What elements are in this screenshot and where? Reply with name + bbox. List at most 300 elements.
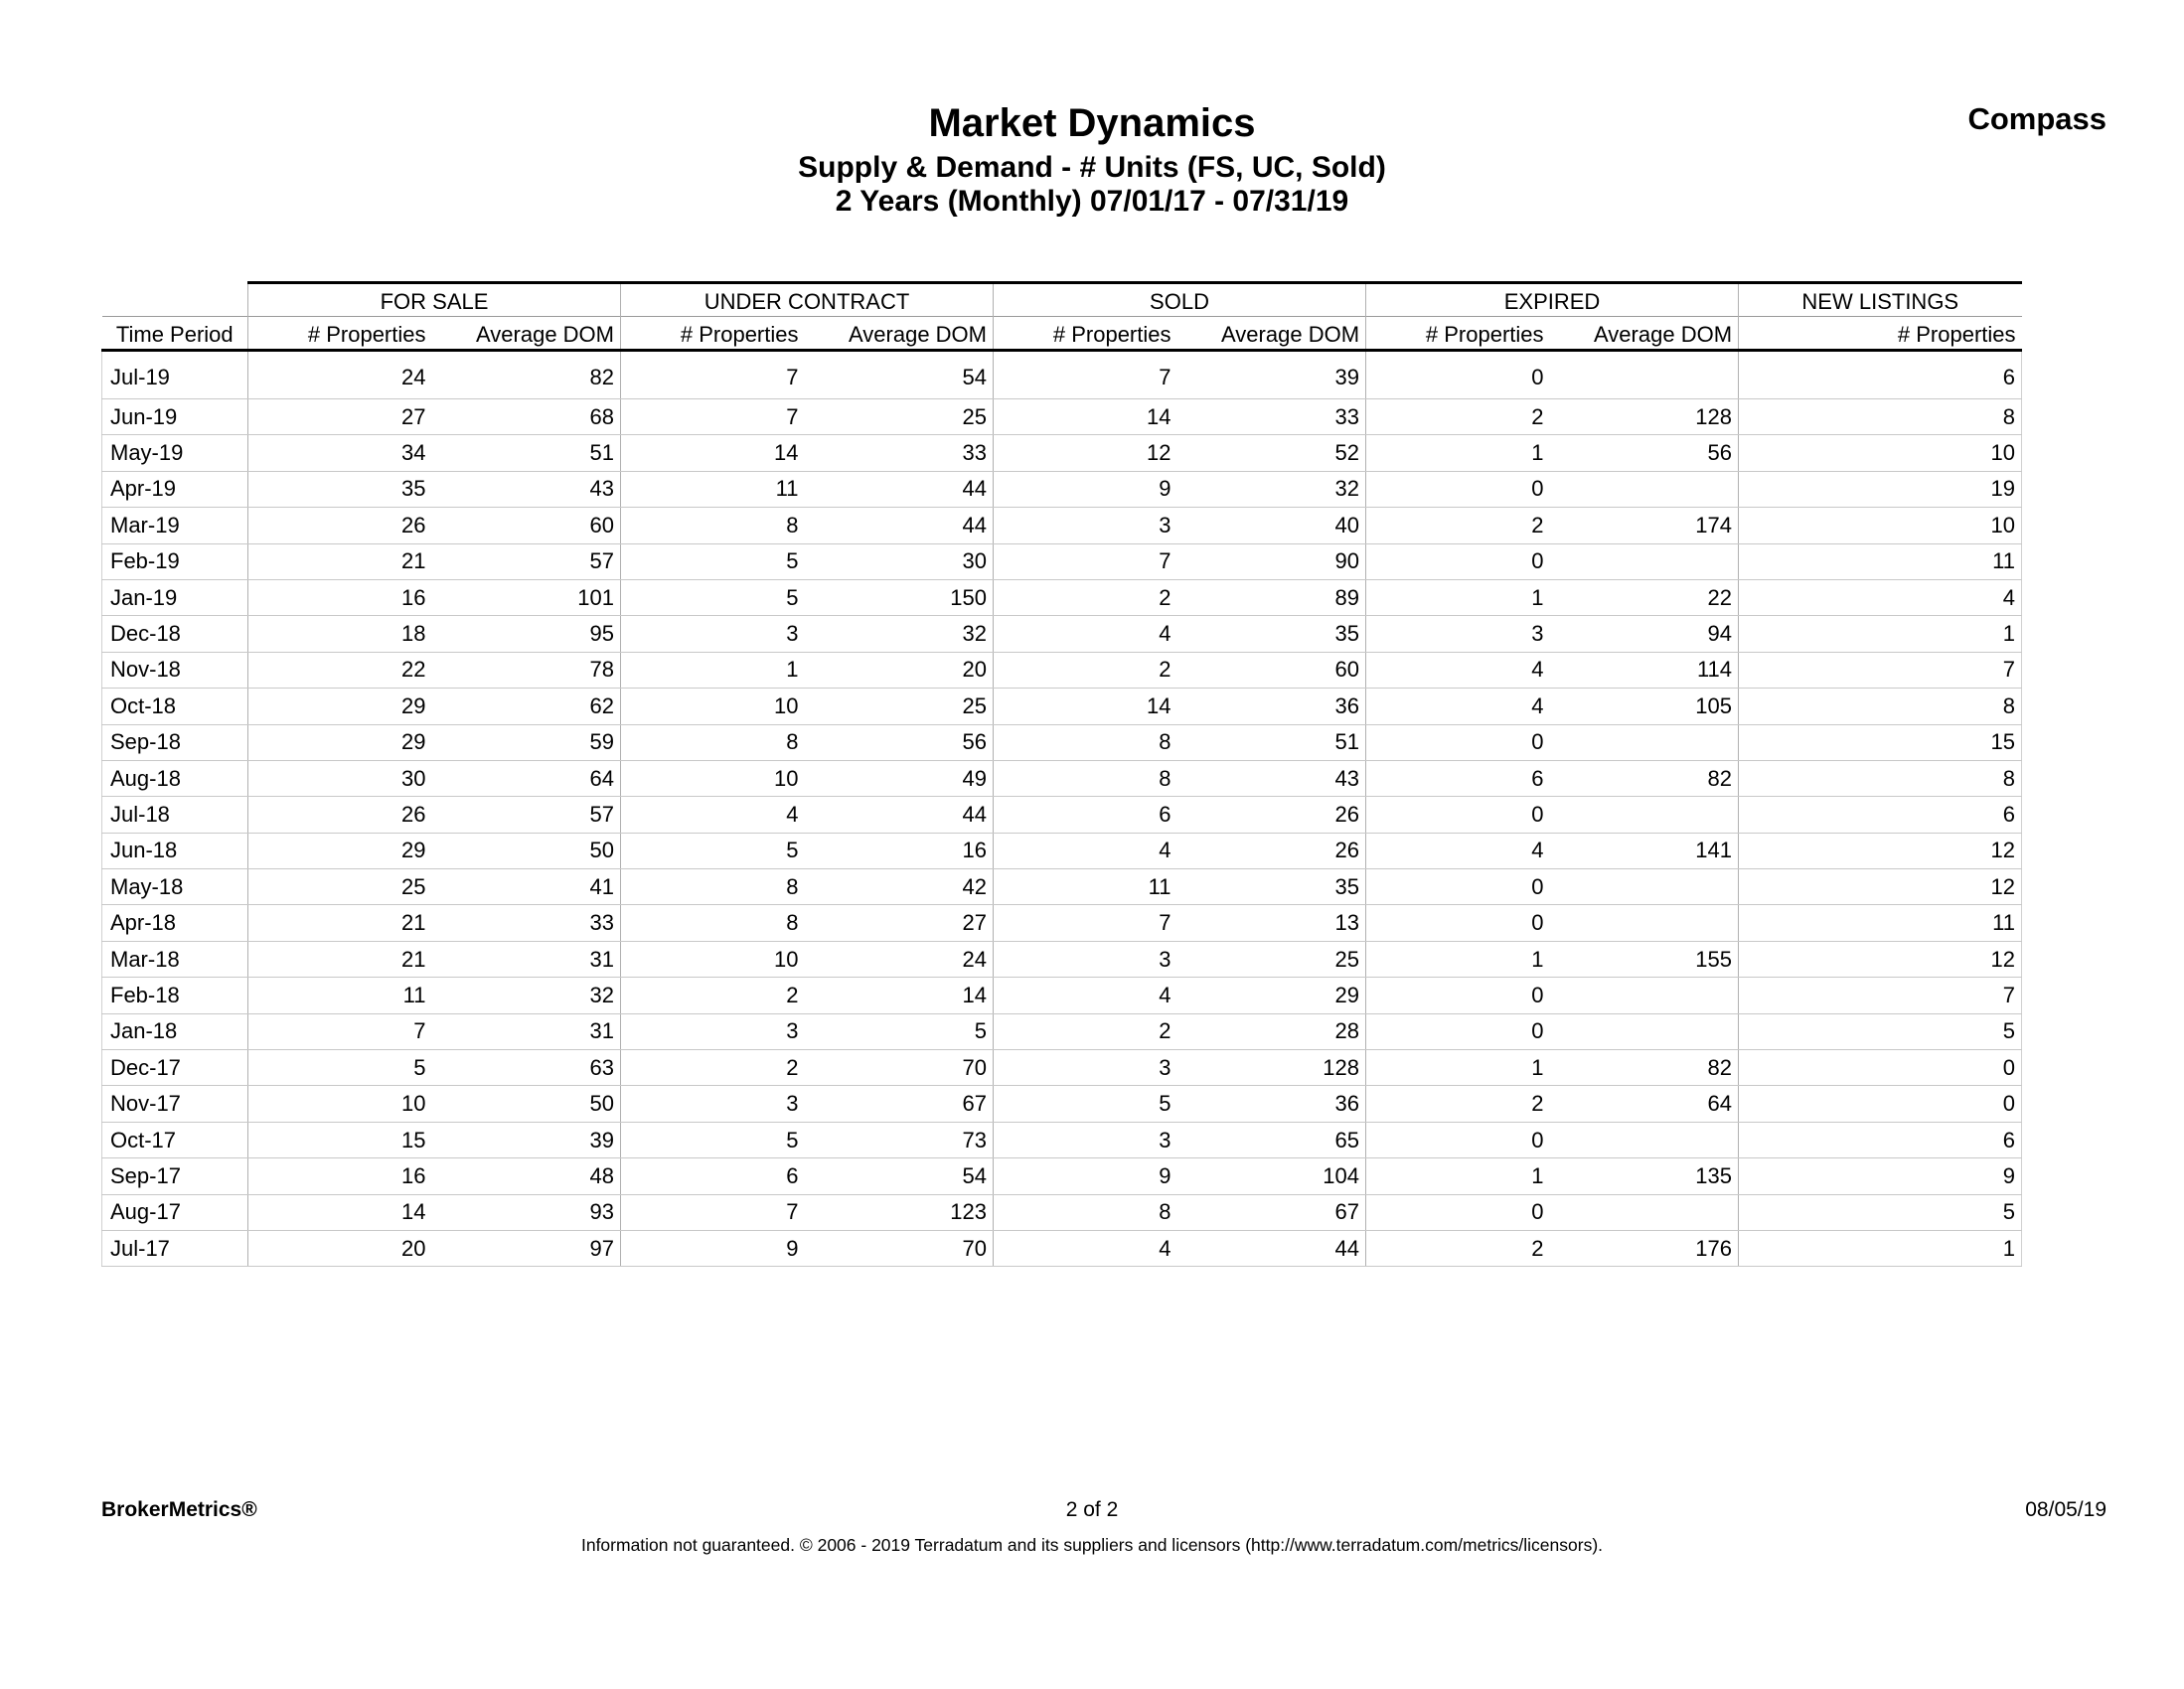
- table-row: [102, 471, 2022, 507]
- col-exp-avg-dom: Average DOM: [1550, 317, 1739, 351]
- table-row: [102, 1122, 2022, 1157]
- table-row: [102, 435, 2022, 471]
- value-cell: 2: [621, 1050, 805, 1086]
- value-cell: [1550, 1122, 1739, 1157]
- value-cell: 62: [432, 689, 621, 724]
- value-cell: 64: [1550, 1086, 1739, 1122]
- table-row: [102, 869, 2022, 905]
- value-cell: 3: [994, 508, 1177, 543]
- col-sold-properties: # Properties: [994, 317, 1177, 351]
- col-uc-properties: # Properties: [621, 317, 805, 351]
- value-cell: 4: [621, 797, 805, 833]
- value-cell: 21: [248, 543, 432, 579]
- value-cell: 19: [1739, 471, 2022, 507]
- value-cell: 20: [805, 652, 994, 688]
- value-cell: 9: [994, 1158, 1177, 1194]
- value-cell: 25: [1177, 941, 1366, 977]
- value-cell: 9: [994, 471, 1177, 507]
- value-cell: 5: [621, 543, 805, 579]
- value-cell: 29: [248, 724, 432, 760]
- table-row: [102, 1230, 2022, 1266]
- value-cell: 10: [621, 689, 805, 724]
- time-period-cell: Sep-18: [102, 724, 248, 760]
- value-cell: 8: [1739, 689, 2022, 724]
- value-cell: 135: [1550, 1158, 1739, 1194]
- value-cell: 10: [621, 941, 805, 977]
- value-cell: 25: [248, 869, 432, 905]
- value-cell: 128: [1550, 399, 1739, 435]
- table-row: [102, 941, 2022, 977]
- table-row: [102, 652, 2022, 688]
- value-cell: 90: [1177, 543, 1366, 579]
- value-cell: 8: [1739, 399, 2022, 435]
- value-cell: 3: [621, 1086, 805, 1122]
- value-cell: 48: [432, 1158, 621, 1194]
- value-cell: 1: [1366, 941, 1550, 977]
- value-cell: 1: [1366, 579, 1550, 615]
- value-cell: 26: [248, 797, 432, 833]
- value-cell: 0: [1366, 1013, 1550, 1049]
- value-cell: 8: [994, 724, 1177, 760]
- value-cell: 2: [994, 579, 1177, 615]
- value-cell: 82: [1550, 760, 1739, 796]
- value-cell: 25: [805, 399, 994, 435]
- value-cell: 11: [1739, 543, 2022, 579]
- value-cell: 3: [994, 1122, 1177, 1157]
- value-cell: [1550, 471, 1739, 507]
- value-cell: 67: [1177, 1194, 1366, 1230]
- value-cell: 57: [432, 797, 621, 833]
- value-cell: 36: [1177, 689, 1366, 724]
- value-cell: [1550, 351, 1739, 399]
- value-cell: 2: [1366, 1230, 1550, 1266]
- group-expired: EXPIRED: [1366, 283, 1739, 317]
- value-cell: 4: [994, 833, 1177, 868]
- value-cell: 65: [1177, 1122, 1366, 1157]
- value-cell: 8: [994, 760, 1177, 796]
- value-cell: 54: [805, 1158, 994, 1194]
- table-row: [102, 399, 2022, 435]
- value-cell: 6: [1366, 760, 1550, 796]
- value-cell: 93: [432, 1194, 621, 1230]
- value-cell: 2: [1366, 399, 1550, 435]
- value-cell: 6: [1739, 1122, 2022, 1157]
- value-cell: 43: [1177, 760, 1366, 796]
- value-cell: [1550, 797, 1739, 833]
- value-cell: 8: [621, 905, 805, 941]
- report-date: 08/05/19: [2025, 1498, 2106, 1521]
- time-period-cell: Jul-17: [102, 1230, 248, 1266]
- value-cell: 4: [994, 1230, 1177, 1266]
- value-cell: 22: [248, 652, 432, 688]
- time-period-cell: Feb-19: [102, 543, 248, 579]
- value-cell: 43: [432, 471, 621, 507]
- value-cell: 3: [994, 941, 1177, 977]
- table-row: [102, 508, 2022, 543]
- value-cell: 56: [1550, 435, 1739, 471]
- company-name: Compass: [1967, 101, 2106, 136]
- value-cell: 2: [994, 652, 1177, 688]
- time-period-cell: Jun-19: [102, 399, 248, 435]
- value-cell: 5: [805, 1013, 994, 1049]
- value-cell: 8: [1739, 760, 2022, 796]
- value-cell: 30: [805, 543, 994, 579]
- table-row: [102, 351, 2022, 399]
- value-cell: 9: [621, 1230, 805, 1266]
- value-cell: 82: [1550, 1050, 1739, 1086]
- time-period-cell: Oct-18: [102, 689, 248, 724]
- value-cell: 60: [1177, 652, 1366, 688]
- value-cell: 10: [248, 1086, 432, 1122]
- value-cell: 0: [1366, 1122, 1550, 1157]
- value-cell: 50: [432, 1086, 621, 1122]
- value-cell: 5: [621, 579, 805, 615]
- time-period-cell: Mar-18: [102, 941, 248, 977]
- value-cell: 0: [1366, 1194, 1550, 1230]
- value-cell: [1550, 543, 1739, 579]
- value-cell: 32: [432, 978, 621, 1013]
- table-row: [102, 616, 2022, 652]
- value-cell: 26: [1177, 833, 1366, 868]
- group-header-row: [102, 283, 2022, 317]
- value-cell: 0: [1366, 351, 1550, 399]
- col-exp-properties: # Properties: [1366, 317, 1550, 351]
- col-fs-properties: # Properties: [248, 317, 432, 351]
- value-cell: 41: [432, 869, 621, 905]
- value-cell: 7: [621, 351, 805, 399]
- value-cell: 101: [432, 579, 621, 615]
- time-period-cell: Dec-17: [102, 1050, 248, 1086]
- table-row: [102, 724, 2022, 760]
- value-cell: [1550, 869, 1739, 905]
- value-cell: 89: [1177, 579, 1366, 615]
- value-cell: 150: [805, 579, 994, 615]
- value-cell: 82: [432, 351, 621, 399]
- value-cell: 21: [248, 905, 432, 941]
- value-cell: [1550, 978, 1739, 1013]
- value-cell: 9: [1739, 1158, 2022, 1194]
- value-cell: 4: [994, 978, 1177, 1013]
- value-cell: 2: [1366, 508, 1550, 543]
- value-cell: 114: [1550, 652, 1739, 688]
- col-time-period: Time Period: [102, 317, 248, 351]
- value-cell: 10: [1739, 435, 2022, 471]
- value-cell: 44: [805, 508, 994, 543]
- value-cell: 2: [994, 1013, 1177, 1049]
- value-cell: 70: [805, 1050, 994, 1086]
- group-under-contract: UNDER CONTRACT: [621, 283, 994, 317]
- time-period-cell: Nov-17: [102, 1086, 248, 1122]
- value-cell: 16: [805, 833, 994, 868]
- value-cell: 14: [805, 978, 994, 1013]
- value-cell: 1: [1739, 616, 2022, 652]
- value-cell: 0: [1739, 1086, 2022, 1122]
- value-cell: 25: [805, 689, 994, 724]
- value-cell: 4: [994, 616, 1177, 652]
- table-row: [102, 1158, 2022, 1194]
- value-cell: 14: [994, 689, 1177, 724]
- time-period-cell: Feb-18: [102, 978, 248, 1013]
- value-cell: 31: [432, 1013, 621, 1049]
- value-cell: 0: [1366, 724, 1550, 760]
- value-cell: 10: [621, 760, 805, 796]
- value-cell: 78: [432, 652, 621, 688]
- value-cell: 2: [621, 978, 805, 1013]
- value-cell: 24: [805, 941, 994, 977]
- value-cell: 14: [621, 435, 805, 471]
- table-row: [102, 833, 2022, 868]
- time-period-cell: Aug-17: [102, 1194, 248, 1230]
- value-cell: 104: [1177, 1158, 1366, 1194]
- table-row: [102, 978, 2022, 1013]
- value-cell: 33: [805, 435, 994, 471]
- value-cell: [1550, 1013, 1739, 1049]
- value-cell: 50: [432, 833, 621, 868]
- value-cell: 7: [621, 399, 805, 435]
- col-sold-avg-dom: Average DOM: [1177, 317, 1366, 351]
- time-period-cell: Nov-18: [102, 652, 248, 688]
- value-cell: 28: [1177, 1013, 1366, 1049]
- value-cell: 97: [432, 1230, 621, 1266]
- value-cell: 4: [1366, 833, 1550, 868]
- value-cell: 21: [248, 941, 432, 977]
- table-row: [102, 905, 2022, 941]
- value-cell: 44: [805, 797, 994, 833]
- time-period-cell: Jul-18: [102, 797, 248, 833]
- value-cell: 0: [1366, 869, 1550, 905]
- value-cell: 18: [248, 616, 432, 652]
- value-cell: 5: [1739, 1194, 2022, 1230]
- value-cell: 0: [1366, 797, 1550, 833]
- value-cell: 35: [248, 471, 432, 507]
- value-cell: 32: [805, 616, 994, 652]
- group-sold: SOLD: [994, 283, 1366, 317]
- value-cell: 68: [432, 399, 621, 435]
- time-period-cell: Mar-19: [102, 508, 248, 543]
- table-row: [102, 689, 2022, 724]
- value-cell: 0: [1739, 1050, 2022, 1086]
- value-cell: 31: [432, 941, 621, 977]
- value-cell: 59: [432, 724, 621, 760]
- value-cell: 7: [994, 543, 1177, 579]
- value-cell: 16: [248, 579, 432, 615]
- value-cell: 40: [1177, 508, 1366, 543]
- col-uc-avg-dom: Average DOM: [805, 317, 994, 351]
- value-cell: 63: [432, 1050, 621, 1086]
- value-cell: 5: [994, 1086, 1177, 1122]
- value-cell: 60: [432, 508, 621, 543]
- report-period: 2 Years (Monthly) 07/01/17 - 07/31/19: [835, 185, 1349, 218]
- value-cell: 73: [805, 1122, 994, 1157]
- table-row: [102, 1086, 2022, 1122]
- value-cell: 56: [805, 724, 994, 760]
- value-cell: 11: [994, 869, 1177, 905]
- value-cell: 6: [1739, 797, 2022, 833]
- value-cell: 7: [248, 1013, 432, 1049]
- value-cell: 8: [621, 508, 805, 543]
- value-cell: 0: [1366, 978, 1550, 1013]
- col-fs-avg-dom: Average DOM: [432, 317, 621, 351]
- value-cell: 24: [248, 351, 432, 399]
- value-cell: 14: [248, 1194, 432, 1230]
- value-cell: 12: [1739, 869, 2022, 905]
- value-cell: 22: [1550, 579, 1739, 615]
- value-cell: 4: [1366, 689, 1550, 724]
- value-cell: 51: [1177, 724, 1366, 760]
- value-cell: 33: [1177, 399, 1366, 435]
- time-period-cell: Jan-18: [102, 1013, 248, 1049]
- value-cell: 3: [621, 616, 805, 652]
- value-cell: 7: [1739, 652, 2022, 688]
- value-cell: 5: [621, 1122, 805, 1157]
- group-for-sale: FOR SALE: [248, 283, 621, 317]
- time-period-cell: Apr-19: [102, 471, 248, 507]
- time-period-cell: Sep-17: [102, 1158, 248, 1194]
- value-cell: 51: [432, 435, 621, 471]
- value-cell: 16: [248, 1158, 432, 1194]
- value-cell: 52: [1177, 435, 1366, 471]
- table-row: [102, 579, 2022, 615]
- value-cell: 15: [1739, 724, 2022, 760]
- value-cell: 29: [248, 689, 432, 724]
- value-cell: 12: [1739, 833, 2022, 868]
- value-cell: 0: [1366, 543, 1550, 579]
- value-cell: 6: [1739, 351, 2022, 399]
- column-header-row: [102, 317, 2022, 351]
- time-period-cell: May-18: [102, 869, 248, 905]
- value-cell: 0: [1366, 471, 1550, 507]
- value-cell: 44: [805, 471, 994, 507]
- table-row: [102, 797, 2022, 833]
- value-cell: 7: [621, 1194, 805, 1230]
- value-cell: 14: [994, 399, 1177, 435]
- value-cell: 95: [432, 616, 621, 652]
- value-cell: 27: [805, 905, 994, 941]
- value-cell: 26: [1177, 797, 1366, 833]
- value-cell: 12: [994, 435, 1177, 471]
- value-cell: 11: [1739, 905, 2022, 941]
- value-cell: 3: [1366, 616, 1550, 652]
- report-title: Market Dynamics: [928, 101, 1256, 145]
- table-row: [102, 760, 2022, 796]
- value-cell: 67: [805, 1086, 994, 1122]
- value-cell: 11: [248, 978, 432, 1013]
- page-number: 2 of 2: [1065, 1498, 1119, 1521]
- market-dynamics-table: [101, 281, 2022, 1267]
- value-cell: 35: [1177, 869, 1366, 905]
- value-cell: 94: [1550, 616, 1739, 652]
- table-row: [102, 543, 2022, 579]
- value-cell: 3: [621, 1013, 805, 1049]
- value-cell: 44: [1177, 1230, 1366, 1266]
- value-cell: 15: [248, 1122, 432, 1157]
- report-subtitle: Supply & Demand - # Units (FS, UC, Sold): [798, 151, 1386, 184]
- value-cell: 5: [1739, 1013, 2022, 1049]
- table-row: [102, 1013, 2022, 1049]
- value-cell: 2: [1366, 1086, 1550, 1122]
- value-cell: 10: [1739, 508, 2022, 543]
- value-cell: [1550, 905, 1739, 941]
- value-cell: 5: [621, 833, 805, 868]
- time-period-cell: Apr-18: [102, 905, 248, 941]
- value-cell: 5: [248, 1050, 432, 1086]
- col-new-properties: # Properties: [1739, 317, 2022, 351]
- value-cell: 1: [1366, 435, 1550, 471]
- value-cell: 34: [248, 435, 432, 471]
- value-cell: 8: [621, 869, 805, 905]
- value-cell: 8: [621, 724, 805, 760]
- value-cell: 1: [621, 652, 805, 688]
- value-cell: 128: [1177, 1050, 1366, 1086]
- value-cell: 27: [248, 399, 432, 435]
- value-cell: 7: [994, 351, 1177, 399]
- value-cell: 174: [1550, 508, 1739, 543]
- table-row: [102, 1194, 2022, 1230]
- value-cell: 7: [1739, 978, 2022, 1013]
- value-cell: 1: [1739, 1230, 2022, 1266]
- value-cell: 1: [1366, 1050, 1550, 1086]
- value-cell: 26: [248, 508, 432, 543]
- value-cell: 54: [805, 351, 994, 399]
- value-cell: 70: [805, 1230, 994, 1266]
- table-row: [102, 1050, 2022, 1086]
- value-cell: 35: [1177, 616, 1366, 652]
- table-body: [102, 351, 2022, 1267]
- time-period-cell: Dec-18: [102, 616, 248, 652]
- value-cell: 123: [805, 1194, 994, 1230]
- time-period-cell: Oct-17: [102, 1122, 248, 1157]
- value-cell: 12: [1739, 941, 2022, 977]
- value-cell: 3: [994, 1050, 1177, 1086]
- disclaimer: Information not guaranteed. © 2006 - 2019 Terradatum and its suppliers and licensors (http://www.terradatum.com/metrics/licensors).: [580, 1535, 1604, 1555]
- value-cell: 30: [248, 760, 432, 796]
- time-period-cell: Jan-19: [102, 579, 248, 615]
- value-cell: 39: [432, 1122, 621, 1157]
- value-cell: 155: [1550, 941, 1739, 977]
- value-cell: 57: [432, 543, 621, 579]
- value-cell: 49: [805, 760, 994, 796]
- value-cell: 29: [1177, 978, 1366, 1013]
- value-cell: 8: [994, 1194, 1177, 1230]
- value-cell: [1550, 1194, 1739, 1230]
- value-cell: [1550, 724, 1739, 760]
- value-cell: 42: [805, 869, 994, 905]
- value-cell: 39: [1177, 351, 1366, 399]
- value-cell: 1: [1366, 1158, 1550, 1194]
- footer-brand: BrokerMetrics®: [101, 1498, 257, 1521]
- value-cell: 4: [1739, 579, 2022, 615]
- value-cell: 13: [1177, 905, 1366, 941]
- value-cell: 141: [1550, 833, 1739, 868]
- time-period-cell: Jun-18: [102, 833, 248, 868]
- time-period-cell: Aug-18: [102, 760, 248, 796]
- value-cell: 105: [1550, 689, 1739, 724]
- time-period-cell: May-19: [102, 435, 248, 471]
- value-cell: 29: [248, 833, 432, 868]
- time-period-cell: Jul-19: [102, 351, 248, 399]
- value-cell: 32: [1177, 471, 1366, 507]
- value-cell: 4: [1366, 652, 1550, 688]
- value-cell: 7: [994, 905, 1177, 941]
- value-cell: 20: [248, 1230, 432, 1266]
- value-cell: 64: [432, 760, 621, 796]
- value-cell: 33: [432, 905, 621, 941]
- value-cell: 176: [1550, 1230, 1739, 1266]
- group-blank: [102, 283, 248, 317]
- value-cell: 0: [1366, 905, 1550, 941]
- value-cell: 11: [621, 471, 805, 507]
- value-cell: 36: [1177, 1086, 1366, 1122]
